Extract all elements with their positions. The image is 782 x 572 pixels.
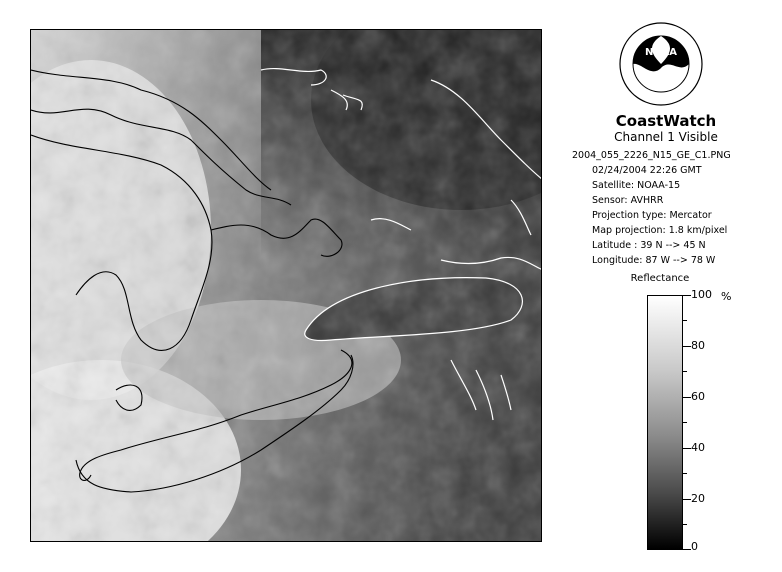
tick-60	[683, 397, 691, 398]
channel-label: Channel 1 Visible	[614, 130, 718, 144]
noaa-logo	[619, 22, 703, 106]
tick-40	[683, 448, 691, 449]
datetime: 02/24/2004 22:26 GMT	[592, 165, 702, 176]
tick-0	[683, 549, 691, 550]
map-projection: Map projection: 1.8 km/pixel	[592, 225, 728, 236]
reflectance-colorbar	[647, 295, 683, 550]
tick-label-0: 0	[691, 540, 698, 553]
satellite: Satellite: NOAA-15	[592, 180, 681, 191]
legend-title: Reflectance	[630, 273, 690, 284]
minor-tick	[683, 371, 687, 372]
tick-100	[683, 295, 691, 296]
satellite-image-map	[30, 29, 542, 542]
projection-type: Projection type: Mercator	[592, 210, 712, 221]
minor-tick	[683, 524, 687, 525]
satellite-image	[31, 30, 542, 542]
sensor: Sensor: AVHRR	[592, 195, 664, 206]
longitude-range: Longitude: 87 W --> 78 W	[592, 255, 716, 266]
latitude-range: Latitude : 39 N --> 45 N	[592, 240, 706, 251]
filename: 2004_055_2226_N15_GE_C1.PNG	[572, 150, 731, 161]
minor-tick	[683, 473, 687, 474]
tick-label-100: 100	[691, 288, 712, 301]
minor-tick	[683, 422, 687, 423]
minor-tick	[683, 320, 687, 321]
tick-label-20: 20	[691, 492, 705, 505]
legend-unit: %	[721, 290, 732, 303]
tick-label-40: 40	[691, 441, 705, 454]
tick-label-80: 80	[691, 339, 705, 352]
noaa-logo-text: NOAA	[644, 47, 678, 58]
brand-title: CoastWatch	[615, 112, 717, 130]
tick-label-60: 60	[691, 390, 705, 403]
noaa-seal-icon	[619, 22, 703, 106]
tick-20	[683, 499, 691, 500]
image-metadata	[572, 148, 772, 268]
tick-80	[683, 346, 691, 347]
